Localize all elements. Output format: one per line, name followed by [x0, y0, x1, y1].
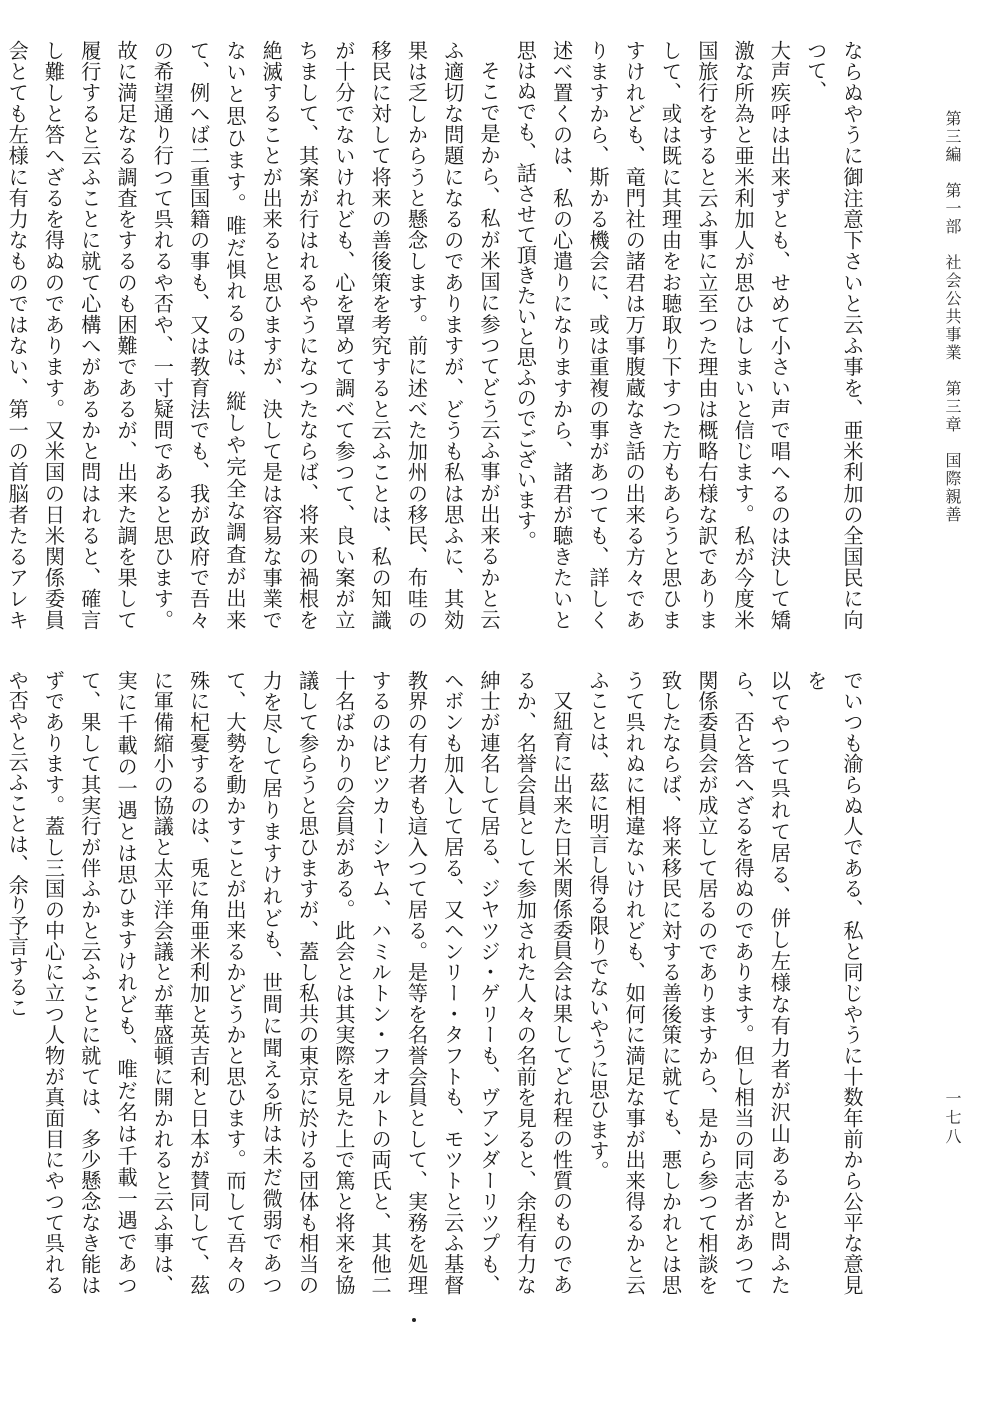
paragraph: 以てやつて呉れて居る、併し左様な有力者が沢山あるかと問ふたら、否と答へざるを得ぬのであります。但し相当の同志者があつて関係委員会が成立して居るのでありますから、是から参つて相談を致したならば、将来移民に対する善後策に就ても、悪しかれとは思うて呉れぬに相違ないけれども、如何に満足な事が出来得るかと云ふことは、茲に明言し得る限りでないやうに思ひます。	[585, 670, 792, 1295]
paragraph: そこで是から、私が米国に参つてどう云ふ事が出来るかと云ふ適切な問題になるのでありますが、どうも私は思ふに、其効果は乏しからうと懸念します。前に述べた加州の移民、布哇の移民に対して将来の善後策を考究すると云ふことは、私の知識が十分でないけれども、心を罩めて調べて参つて、良い案が立ちまして、其案が行はれるやうになつたならば、将来の禍根を絶滅することが出来ると思ひますが、決して是は容易な事業でないと思ひます。唯だ惧れるのは、縦しや完全な調査が出来て、例へば二重国籍の事も、又は教育法でも、我が政府で吾々の希望通り行つて呉れるや否や、一寸疑問であると思ひます。故に満足なる調査をするのも困難であるが、出来た調を果して履行すると云ふことに就て心構へがあるかと問はれると、確言し難しと答へざるを得ぬのであります。又米国の日米関係委員会とても左様に有力なものではない、第一の首脳者たるアレキ	[5, 40, 502, 630]
paragraph: 大声疾呼は出来ずとも、せめて小さい声で唱へるのは決して矯激な所為と亜米利加人が思ひはしまいと信じます。私が今度米国旅行をすると云ふ事に立至つた理由は概略右様な訳でありまして、或は既に其理由をお聴取り下すつた方もあらうと思ひますけれども、竜門社の諸君は万事腹蔵なき話の出来る方々でありますから、斯かる機会に、或は重複の事があつても、詳しく述べ置くのは、私の心遣りになりますから、諸君が聴きたいと思はぬでも、話させて頂きたいと思ふのでございます。	[513, 40, 792, 630]
lead-in-line: でいつも渝らぬ人である、私と同じやうに十数年前から公平な意見を	[803, 670, 864, 1295]
running-head: 第三編 第一部 社会公共事業 第三章 国際親善	[943, 110, 962, 524]
text-block-upper	[5, 40, 870, 630]
text-block-lower	[5, 670, 870, 1295]
lead-in-line: ならぬやうに御注意下さいと云ふ事を、亜米利加の全国民に向つて、	[803, 40, 864, 630]
print-dot-mark	[412, 1318, 416, 1322]
page-number: 一七八	[943, 1090, 962, 1147]
paragraph: 又紐育に出来た日米関係委員会は果してどれ程の性質のものであるか、名誉会員として参加された人々の名前を見ると、余程有力な紳士が連名して居る、ジヤツジ・ゲリーも、ヴアンダーリツプも、ヘボンも加入して居る、又ヘンリー・タフトも、モツトと云ふ基督教界の有力者も這入つて居る。是等を名誉会員として、実務を処理するのはビツカーシヤム、ハミルトン・フオルトの両氏と、其他二十名ばかりの会員がある。此会とは其実際を見た上で篤と将来を協議して参らうと思ひますが、蓋し私共の東京に於ける団体も相当の力を尽して居りますけれども、世間に聞える所は未だ微弱であつて、大勢を動かすことが出来るかどうかと思ひます。而して吾々の殊に杞憂するのは、兎に角亜米利加と英吉利と日本が賛同して、茲に軍備縮小の協議と太平洋会議とが華盛頓に開かれると云ふ事は、実に千載の一遇とは思ひますけれども、唯だ名は千載一遇であつて、果して其実行が伴ふかと云ふことに就ては、多少懸念なき能はずであります。蓋し三国の中心に立つ人物が真面目にやつて呉れるや否やと云ふことは、余り予言するこ	[5, 670, 574, 1295]
